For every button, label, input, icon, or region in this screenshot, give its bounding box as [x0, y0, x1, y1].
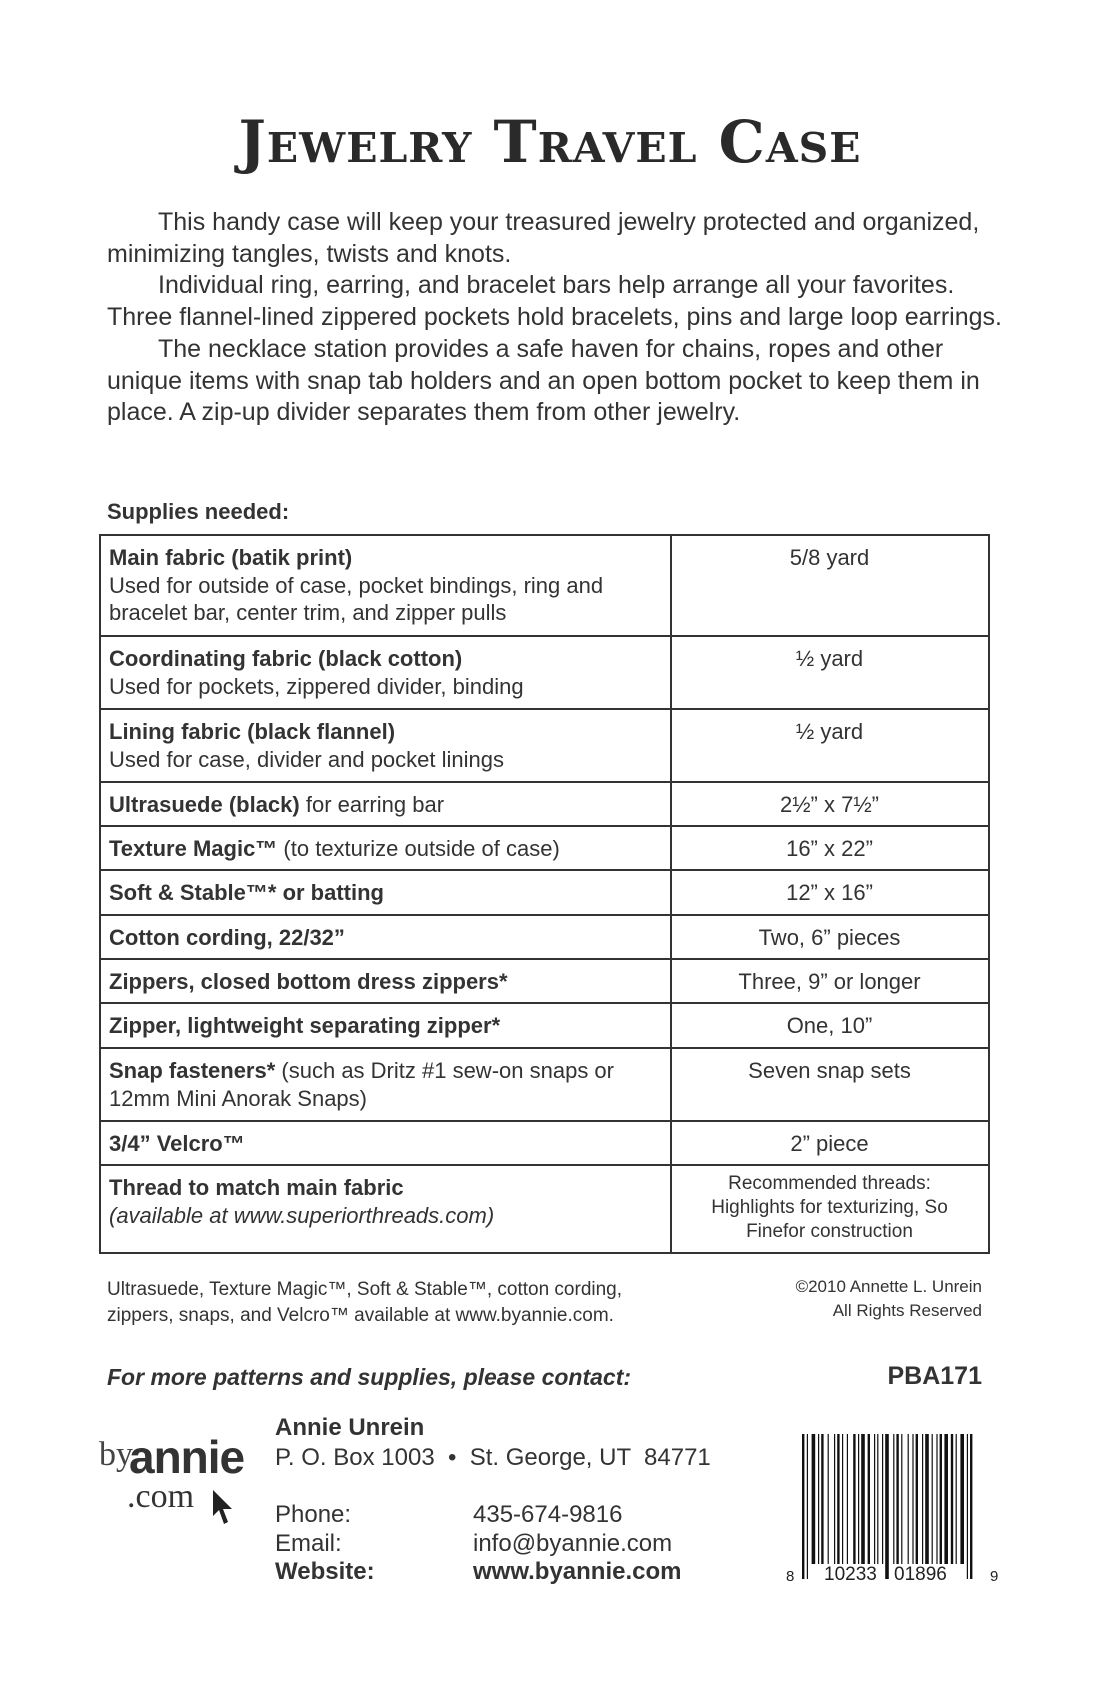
barcode-bar — [812, 1434, 816, 1564]
barcode-bar — [877, 1434, 878, 1564]
contact-address: P. O. Box 1003 • St. George, UT 84771 — [275, 1444, 711, 1471]
supply-quantity: 12” x 16” — [786, 880, 873, 905]
supply-item — [109, 835, 669, 863]
item-note: (such as Dritz #1 sew-on snaps or 12mm Mini Anorak Snaps) — [109, 1058, 614, 1111]
intro-paragraph: The necklace station provides a safe haven for chains, ropes and other unique items with snap tab holders and an open bottom pocket to keep them in place. A zip-up divider separates them from other jewelry. — [107, 334, 980, 427]
table-row — [101, 637, 988, 710]
intro-paragraph: This handy case will keep your treasured jewelry protected and organized, minimizing tangles, twists and knots. — [107, 208, 980, 268]
supply-item — [109, 924, 669, 952]
table-row — [101, 710, 988, 783]
supply-item — [109, 544, 669, 627]
logo-annie: annie — [129, 1431, 245, 1483]
supply-quantity: ½ yard — [795, 646, 864, 671]
barcode-bar — [922, 1434, 923, 1564]
supply-quantity: Two, 6” pieces — [758, 925, 901, 950]
supply-quantity: One, 10” — [786, 1013, 873, 1038]
barcode-digits: 01896 — [894, 1564, 947, 1585]
item-note: for earring bar — [299, 792, 445, 817]
barcode-bar — [885, 1434, 889, 1579]
barcode-bar — [901, 1434, 902, 1564]
table-row — [101, 827, 988, 871]
pattern-number: PBA171 — [887, 1362, 982, 1390]
item-name: Zipper, lightweight separating zipper* — [109, 1013, 501, 1038]
item-name: Thread to match main fabric — [109, 1175, 404, 1200]
logo-com: .com — [127, 1478, 195, 1515]
table-row — [101, 1004, 988, 1049]
item-note: Used for pockets, zippered divider, binding — [109, 673, 524, 699]
contact-heading: For more patterns and supplies, please contact: — [107, 1364, 632, 1390]
cursor-arrow-icon — [211, 1488, 237, 1528]
barcode-bar — [868, 1434, 870, 1564]
supply-item — [109, 1012, 669, 1040]
supply-quantity: Seven snap sets — [748, 1058, 911, 1083]
email-label: Email: — [275, 1530, 342, 1557]
copyright — [796, 1275, 982, 1323]
supply-quantity: 5/8 yard — [789, 545, 870, 570]
item-name: Zippers, closed bottom dress zippers* — [109, 969, 508, 994]
supply-item — [109, 1057, 669, 1112]
copyright-line: ©2010 Annette L. Unrein — [795, 1277, 982, 1296]
supply-quantity: 2” piece — [790, 1131, 869, 1156]
barcode-bar — [882, 1434, 883, 1564]
table-row — [101, 916, 988, 960]
note-line: Ultrasuede, Texture Magic™, Soft & Stable™, cotton cording, — [107, 1279, 623, 1300]
barcode-bar — [936, 1434, 937, 1564]
item-name: Snap fasteners* — [109, 1058, 276, 1083]
supply-item — [109, 645, 669, 700]
barcode-bar — [896, 1434, 898, 1564]
supply-item — [109, 1130, 669, 1158]
barcode-bar — [912, 1434, 913, 1564]
table-row — [101, 536, 988, 637]
barcode-bar — [932, 1434, 933, 1564]
barcode-bar — [861, 1434, 865, 1564]
barcode-bar — [828, 1434, 829, 1564]
barcode-bar — [807, 1434, 808, 1579]
item-note: Used for outside of case, pocket bindings, ring and bracelet bar, center trim, and zipper pulls — [109, 572, 604, 625]
barcode-bar — [842, 1434, 843, 1564]
barcode-bar — [837, 1434, 839, 1564]
table-row — [101, 1049, 988, 1122]
barcode-bar — [893, 1434, 894, 1564]
supply-quantity: 2½” x 7½” — [779, 792, 880, 817]
note-line: zippers, snaps, and Velcro™ available at www.byannie.com. — [107, 1305, 614, 1326]
barcode-bar — [821, 1434, 823, 1564]
supply-item — [109, 968, 669, 996]
supply-quantity: Three, 9” or longer — [738, 969, 921, 994]
supply-item — [109, 879, 669, 907]
table-row — [101, 1122, 988, 1166]
item-name: Ultrasuede (black) — [109, 792, 300, 817]
item-name: Cotton cording, 22/32” — [109, 925, 345, 950]
supply-quantity: 16” x 22” — [786, 836, 873, 861]
barcode-bar — [874, 1434, 875, 1564]
barcode-digit: 9 — [990, 1568, 999, 1585]
barcode-bar — [967, 1434, 968, 1579]
item-name: Lining fabric (black flannel) — [109, 719, 396, 744]
barcode-digits: 10233 — [824, 1564, 877, 1585]
logo-by: by — [99, 1436, 133, 1473]
item-note: (to texturize outside of case) — [277, 836, 560, 861]
barcode-bar — [853, 1434, 855, 1564]
barcode-bars — [800, 1434, 980, 1579]
email-link[interactable]: info@byannie.com — [473, 1530, 673, 1557]
barcode-bar — [956, 1434, 957, 1564]
barcode-bar — [802, 1434, 804, 1579]
byannie-logo — [99, 1430, 249, 1530]
barcode-bar — [951, 1434, 953, 1564]
supply-quantity: ½ yard — [795, 719, 864, 744]
supply-item — [109, 791, 669, 819]
item-name: Texture Magic™ — [109, 836, 278, 861]
barcode — [786, 1434, 999, 1594]
item-name: Main fabric (batik print) — [109, 545, 353, 570]
intro-text — [107, 207, 1007, 429]
table-row — [101, 783, 988, 827]
barcode-bar — [818, 1434, 819, 1564]
supplies-table — [99, 534, 990, 1254]
table-row — [101, 960, 988, 1004]
barcode-bar — [834, 1434, 835, 1564]
website-link[interactable]: www.byannie.com — [473, 1558, 682, 1585]
barcode-bar — [858, 1434, 859, 1564]
barcode-bar — [940, 1434, 942, 1564]
barcode-bar — [944, 1434, 948, 1564]
table-row — [101, 871, 988, 916]
phone-number: 435-674-9816 — [473, 1501, 623, 1528]
supply-quantity: Recommended threads: Highlights for texturizing, So Finefor construction — [711, 1173, 948, 1242]
barcode-bar — [908, 1434, 909, 1564]
barcode-bar — [925, 1434, 929, 1564]
copyright-line: All Rights Reserved — [832, 1301, 982, 1320]
barcode-digit: 8 — [786, 1568, 795, 1585]
supplies-heading: Supplies needed: — [107, 499, 290, 524]
item-note: (available at www.superiorthreads.com) — [109, 1202, 495, 1228]
page-title: Jewelry Travel Case — [238, 108, 862, 176]
item-name: Coordinating fabric (black cotton) — [109, 646, 463, 671]
barcode-bar — [847, 1434, 848, 1564]
contact-name: Annie Unrein — [275, 1414, 425, 1441]
barcode-bar — [960, 1434, 964, 1564]
phone-label: Phone: — [275, 1501, 352, 1528]
barcode-bar — [970, 1434, 972, 1579]
barcode-bar — [916, 1434, 918, 1564]
intro-paragraph: Individual ring, earring, and bracelet bars help arrange all your favorites. Three flannel-lined zippered pockets hold bracelets, pins and large loop earrings. — [107, 271, 1002, 332]
table-row — [101, 1166, 988, 1254]
item-note: Used for case, divider and pocket linings — [109, 746, 504, 772]
item-name: 3/4” Velcro™ — [109, 1131, 245, 1156]
supply-item — [109, 718, 669, 773]
item-name: Soft & Stable™* or batting — [109, 880, 384, 905]
website-label: Website: — [275, 1558, 375, 1585]
supply-item — [109, 1174, 669, 1229]
availability-note — [107, 1277, 622, 1329]
